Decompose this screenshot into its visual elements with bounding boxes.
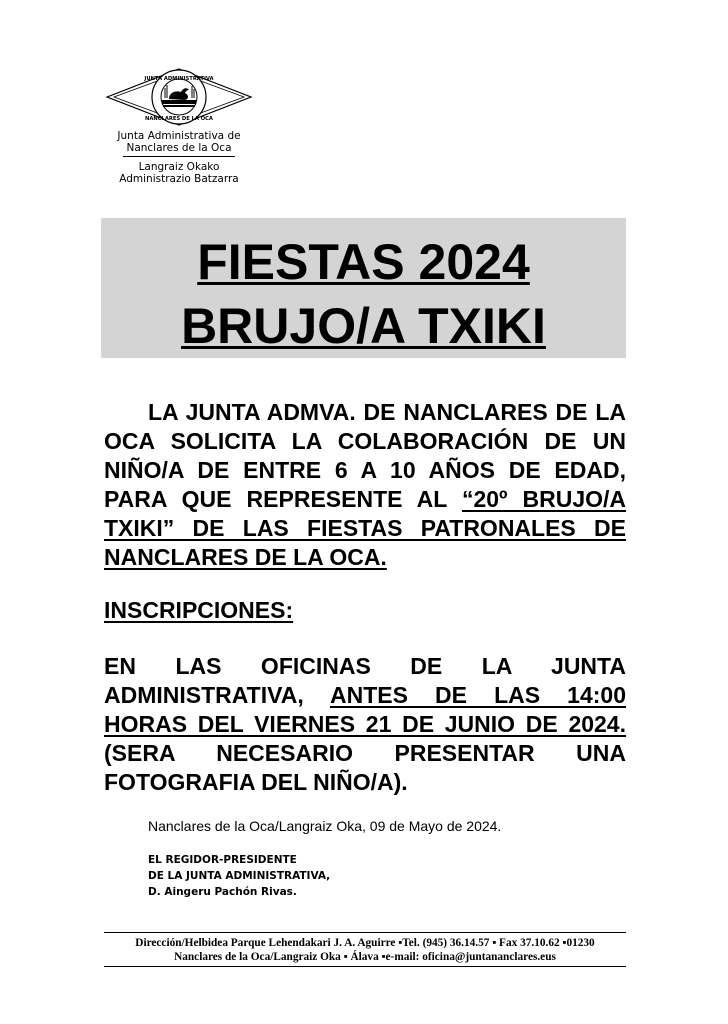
title-line-2: BRUJO/A TXIKI [181, 298, 546, 354]
footer-address: Dirección/Helbidea Parque Lehendakari J. A. Aguirre ▪Tel. (945) 36.14.57 ▪ Fax 37.10.62 ▪01230 [135, 937, 595, 949]
request-text: LA JUNTA ADMVA. DE NANCLARES DE LA OCA SOLICITA LA COLABORACIÓN DE UN NIÑO/A DE ENTRE 6 A 10 AÑOS DE EDAD, PARA QUE REPRESENTE AL [104, 399, 626, 512]
title-banner [101, 218, 626, 358]
municipal-seal-icon [105, 68, 253, 126]
seal-text-top: JUNTA ADMINISTRATIVA [144, 76, 214, 82]
logo-line-1: Junta Administrativa de [117, 130, 241, 142]
signature-line-3: D. Aingeru Pachón Rivas. [148, 886, 297, 898]
logo [105, 68, 253, 190]
inscriptions-note: (SERA NECESARIO PRESENTAR UNA FOTOGRAFIA DEL NIÑO/A). [104, 740, 626, 795]
logo-divider [123, 156, 235, 157]
signature-block [148, 852, 330, 900]
signature-line-1: EL REGIDOR-PRESIDENTE [148, 854, 297, 866]
request-paragraph [104, 398, 626, 572]
logo-line-3: Langraiz Okako [138, 161, 220, 173]
inscriptions-text: EN LAS OFICINAS DE LA JUNTA ADMINISTRATIVA, [104, 653, 626, 708]
footer-contact: Nanclares de la Oca/Langraiz Oka ▪ Álava ▪e-mail: oficina@juntananclares.eus [174, 951, 556, 963]
inscriptions-deadline: ANTES DE LAS 14:00 HORAS DEL VIERNES 21 DE JUNIO DE 2024. [104, 682, 626, 737]
logo-line-2: Nanclares de la Oca [126, 142, 232, 154]
signature-line-2: DE LA JUNTA ADMINISTRATIVA, [148, 870, 331, 882]
inscriptions-paragraph [104, 652, 626, 797]
seal-text-bottom: NANCLARES DE LA OCA [145, 116, 213, 122]
footer [104, 932, 626, 967]
logo-line-4: Administrazio Batzarra [119, 173, 239, 185]
date-line: Nanclares de la Oca/Langraiz Oka, 09 de Mayo de 2024. [148, 818, 502, 834]
inscriptions-heading: INSCRIPCIONES: [104, 597, 294, 623]
logo-caption [105, 130, 253, 185]
request-text-underlined: “20º BRUJO/A TXIKI” DE LAS FIESTAS PATRONALES DE NANCLARES DE LA OCA. [104, 486, 626, 570]
title-line-1: FIESTAS 2024 [197, 234, 530, 290]
